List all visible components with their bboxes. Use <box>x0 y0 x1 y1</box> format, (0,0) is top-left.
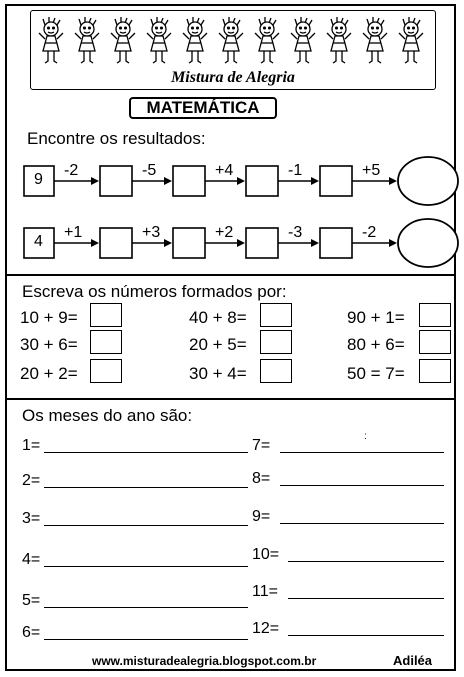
answer-box[interactable] <box>246 166 278 196</box>
month-number-label: 3= <box>22 510 41 527</box>
divider-2 <box>7 398 454 400</box>
arrow-head-icon <box>389 239 397 247</box>
answer-line[interactable] <box>44 487 248 488</box>
month-number-label: 10= <box>252 546 280 563</box>
answer-box[interactable] <box>173 228 205 258</box>
answer-box[interactable] <box>90 330 122 354</box>
section3-heading: Os meses do ano são: <box>22 406 193 425</box>
answer-line[interactable] <box>44 452 248 453</box>
section1-heading: Encontre os resultados: <box>27 129 206 148</box>
arrow-head-icon <box>389 177 397 185</box>
month-number-label: 12= <box>252 620 280 637</box>
stray-mark: : <box>364 431 367 442</box>
answer-box[interactable] <box>260 303 292 327</box>
month-number-label: 1= <box>22 437 41 454</box>
month-number-label: 11= <box>252 583 278 600</box>
arrow-head-icon <box>91 239 99 247</box>
answer-box[interactable] <box>419 330 451 354</box>
answer-box[interactable] <box>90 359 122 383</box>
answer-line[interactable] <box>44 566 248 567</box>
operation-label: -3 <box>288 224 303 241</box>
answer-line[interactable] <box>280 452 444 453</box>
sum-expression: 90 + 1= <box>347 308 405 327</box>
footer-author: Adiléa <box>393 653 433 668</box>
month-number-label: 9= <box>252 508 271 525</box>
operation-label: -5 <box>142 162 157 179</box>
answer-box[interactable] <box>320 166 352 196</box>
operation-label: +1 <box>64 224 83 241</box>
answer-box[interactable] <box>419 303 451 327</box>
answer-box[interactable] <box>260 359 292 383</box>
answer-box[interactable] <box>90 303 122 327</box>
arrow-head-icon <box>237 177 245 185</box>
operation-label: +3 <box>142 224 161 241</box>
sum-expression: 20 + 5= <box>189 335 247 354</box>
footer-url[interactable]: www.misturadealegria.blogspot.com.br <box>92 654 317 668</box>
month-number-label: 2= <box>22 472 41 489</box>
answer-box[interactable] <box>246 228 278 258</box>
answer-line[interactable] <box>280 523 444 524</box>
sum-expression: 10 + 9= <box>20 308 78 327</box>
answer-line[interactable] <box>44 607 248 608</box>
answer-box[interactable] <box>320 228 352 258</box>
month-number-label: 7= <box>252 437 271 454</box>
arrow-head-icon <box>311 177 319 185</box>
sum-expression: 40 + 8= <box>189 308 247 327</box>
start-number: 4 <box>34 233 43 250</box>
sum-expression: 20 + 2= <box>20 364 78 383</box>
sum-expression: 80 + 6= <box>347 335 405 354</box>
operation-label: +2 <box>215 224 234 241</box>
section2-heading: Escreva os números formados por: <box>22 282 287 301</box>
operation-label: +4 <box>215 162 234 179</box>
sum-expression: 50 = 7= <box>347 364 405 383</box>
banner-title: Mistura de Alegria <box>171 69 295 86</box>
arrow-head-icon <box>164 239 172 247</box>
month-number-label: 6= <box>22 624 41 641</box>
operation-label: -1 <box>288 162 303 179</box>
month-number-label: 5= <box>22 592 41 609</box>
arrow-head-icon <box>91 177 99 185</box>
answer-line[interactable] <box>280 485 444 486</box>
start-number: 9 <box>34 171 43 188</box>
sum-expression: 30 + 6= <box>20 335 78 354</box>
answer-box[interactable] <box>100 228 132 258</box>
arrow-head-icon <box>237 239 245 247</box>
operation-label: -2 <box>64 162 79 179</box>
arrow-head-icon <box>164 177 172 185</box>
answer-box[interactable] <box>100 166 132 196</box>
answer-box[interactable] <box>260 330 292 354</box>
arrow-head-icon <box>311 239 319 247</box>
divider-1 <box>7 274 454 276</box>
sum-expression: 30 + 4= <box>189 364 247 383</box>
result-circle[interactable] <box>398 157 458 205</box>
answer-line[interactable] <box>288 635 444 636</box>
month-number-label: 4= <box>22 551 41 568</box>
answer-box[interactable] <box>173 166 205 196</box>
answer-line[interactable] <box>288 598 444 599</box>
operation-label: +5 <box>362 162 381 179</box>
answer-box[interactable] <box>419 359 451 383</box>
answer-line[interactable] <box>44 639 248 640</box>
answer-line[interactable] <box>288 561 444 562</box>
operation-label: -2 <box>362 224 377 241</box>
subject-title: MATEMÁTICA <box>129 97 277 119</box>
month-number-label: 8= <box>252 470 271 487</box>
answer-line[interactable] <box>44 525 248 526</box>
result-circle[interactable] <box>398 219 458 267</box>
